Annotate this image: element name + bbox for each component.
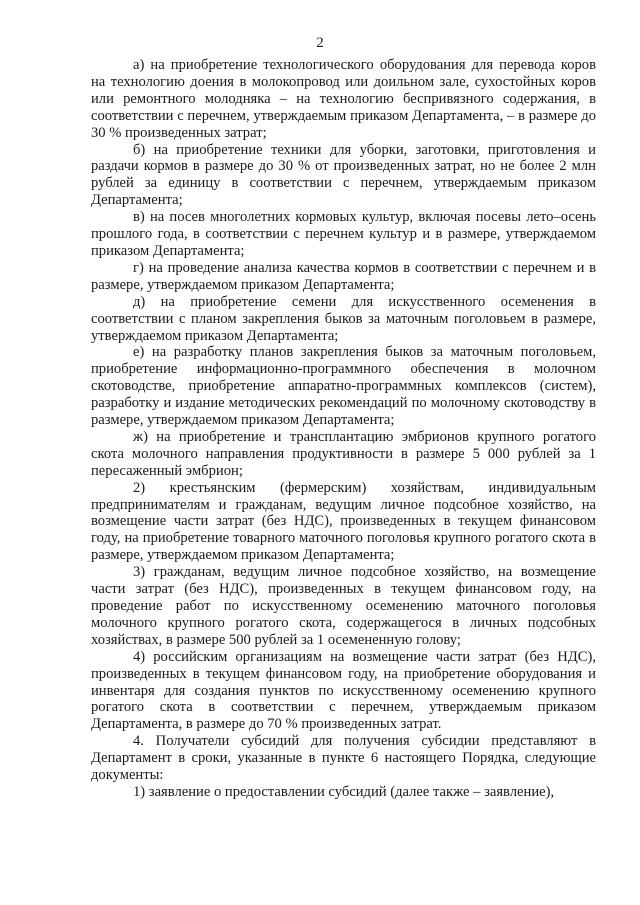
paragraph-document-1: 1) заявление о предоставлении субсидий (далее также – заявление), xyxy=(133,783,555,800)
paragraph-item-3: 3) гражданам, ведущим личное подсобное хозяйство, на возмещение части затрат (без НДС), произведенных в текущем финансовом году, на проведение работ по искусственному осеменению маточного поголовья молочного крупного рогатого скота, содержащегося в личных подсобных хозяйствах, в размере 500 рублей за 1 осемененную голову; xyxy=(91,564,596,648)
paragraph-item-g: г) на проведение анализа качества кормов в соответствии с перечнем и в размере, утверждаемом приказом Департамента; xyxy=(91,259,596,293)
paragraph-item-v: в) на посев многолетних кормовых культур, включая посевы лето–осень прошлого года, в соответствии с перечнем культур и в размере, утверждаемом приказом Департамента; xyxy=(91,209,596,259)
paragraph-item-d: д) на приобретение семени для искусственного осеменения в соответствии с планом закрепления быков за маточным поголовьем в размере, утверждаемом приказом Департамента; xyxy=(91,293,596,344)
paragraph-item-2: 2) крестьянским (фермерским) хозяйствам, индивидуальным предпринимателям и гражданам, ведущим личное подсобное хозяйство, на возмещение части затрат (без НДС), произведенных в текущем финансовом году, на приобретение товарного маточного поголовья крупного рогатого скота в размере, утверждаемом приказом Департамента; xyxy=(91,479,596,564)
page-number: 2 xyxy=(316,35,324,51)
paragraph-item-4: 4) российским организациям на возмещение части затрат (без НДС), произведенных в текущем финансовом году, на приобретение оборудования и инвентаря для создания пунктов по искусственному осеменению крупного рогатого скота в соответствии с перечнем, утверждаемым приказом Департамента, в размере до 70 % произведенных затрат. xyxy=(91,648,596,733)
paragraph-item-a: а) на приобретение технологического оборудования для перевода коров на технологию доения в молокопровод или доильном зале, сухостойных коров или ремонтного молодняка – на технологию беспривязного содержания, в соответствии с перечнем, утверждаемым приказом Департамента, – в размере до 30 % произведенных затрат; xyxy=(91,57,596,141)
paragraph-item-e: е) на разработку планов закрепления быков за маточным поголовьем, приобретение информационно-программного обеспечения в молочном скотоводстве, приобретение аппаратно-программных комплексов (систем), разработку и издание методических рекомендаций по молочному скотоводству в размере, утверждаемом приказом Департамента; xyxy=(91,344,596,429)
paragraph-section-4: 4. Получатели субсидий для получения субсидии представляют в Департамент в сроки, указанные в пункте 6 настоящего Порядка, следующие документы: xyxy=(91,733,596,784)
document-body xyxy=(91,57,596,801)
paragraph-item-b: б) на приобретение техники для уборки, заготовки, приготовления и раздачи кормов в размере до 30 % от произведенных затрат, но не более 2 млн рублей за единицу в соответствии с перечнем, утверждаемым приказом Департамента; xyxy=(91,141,596,209)
paragraph-item-zh: ж) на приобретение и трансплантацию эмбрионов крупного рогатого скота молочного направления продуктивности в размере 5 000 рублей за 1 пересаженный эмбрион; xyxy=(91,428,596,479)
